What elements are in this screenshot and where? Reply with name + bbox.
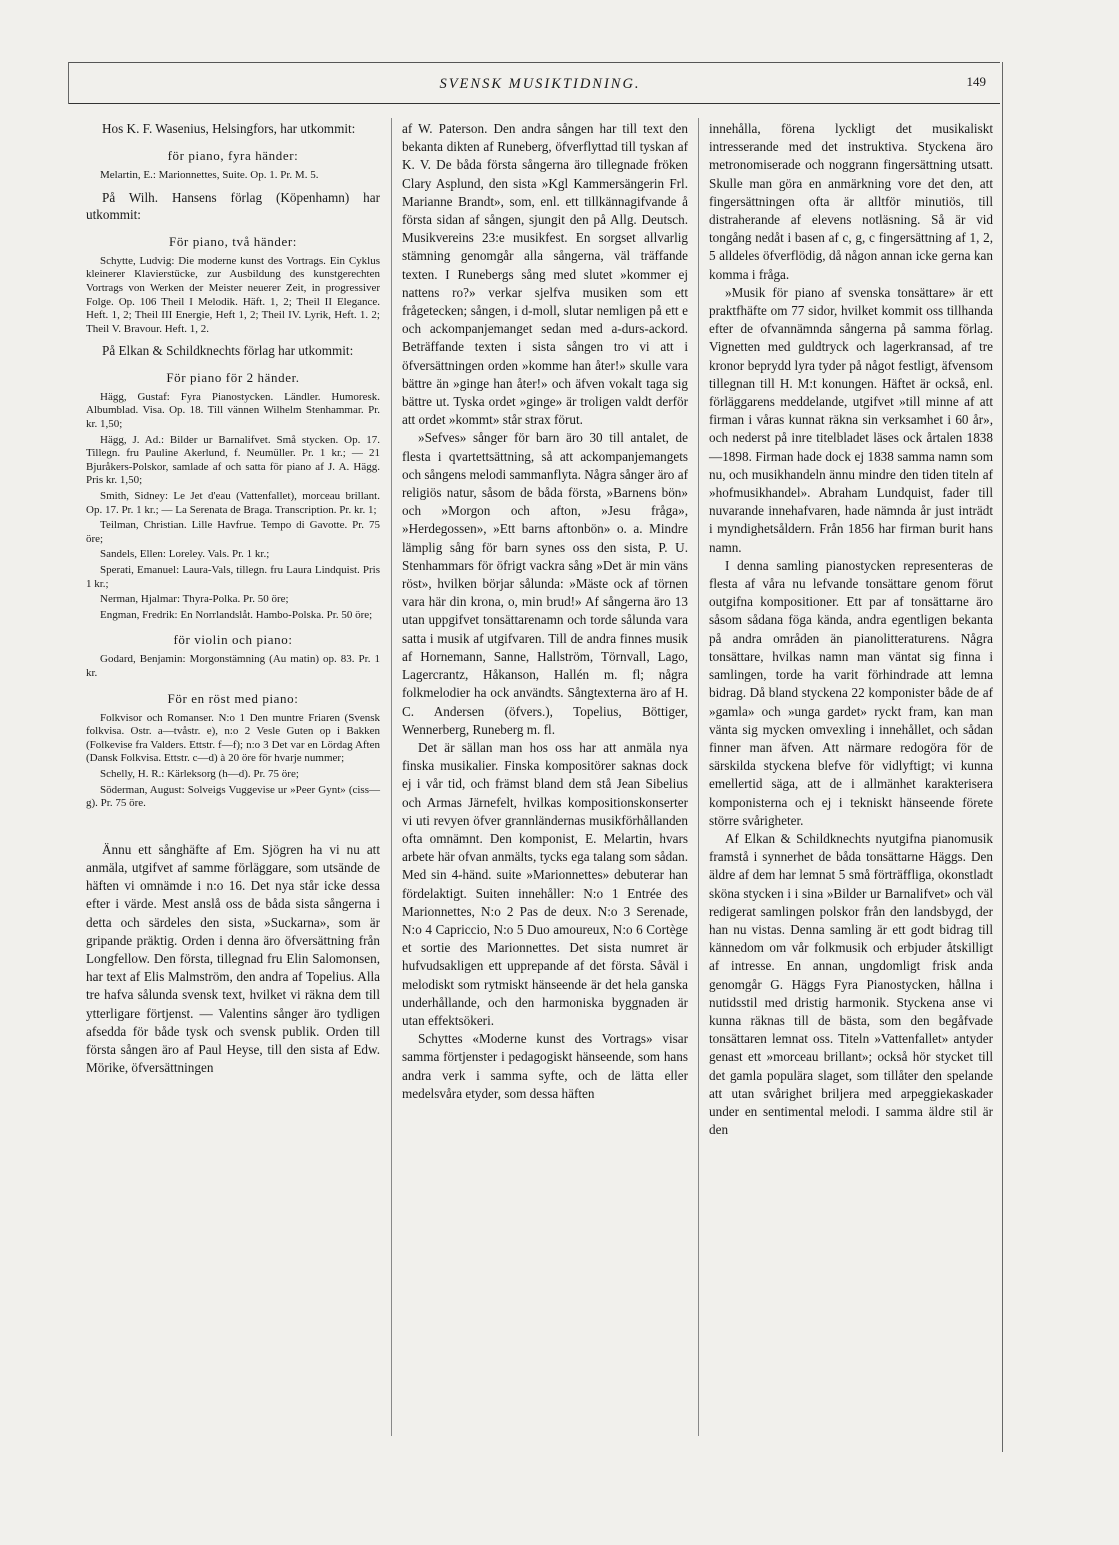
- listing-entry: Smith, Sidney: Le Jet d'eau (Vattenfallet), morceau brillant. Op. 17. Pr. 1 kr.; — La Serenata de Braga. Transcription. Pr. kr. 1;: [86, 490, 380, 516]
- listing-entry: Engman, Fredrik: En Norrlandslåt. Hambo-Polska. Pr. 50 öre;: [100, 608, 373, 621]
- paragraph: På Elkan & Schildknechts förlag har utkommit:: [102, 343, 354, 359]
- listing-entry: Melartin, E.: Marionnettes, Suite. Op. 1. Pr. M. 5.: [100, 169, 319, 182]
- listing-entry: Folkvisor och Romanser. N:o 1 Den muntre Friaren (Svensk folkvisa. Ostr. a—tvåstr. e), n:o 2 Vesle Guten op i Bakken (Folkevise fra Valders. Ettstr. f—f); n:o 3 Det var en Lördag Aften (Dansk Folkvisa. Ettstr. c—d) à 20 öre för hvarje nummer;: [86, 711, 380, 765]
- paragraph: af W. Paterson. Den andra sången har till text den bekanta dikten af Runeberg, öfverflyttad till tyskan af K. V. De båda första sångerna äro tillegnade fröken Clary Asplund, den sista »Kgl Kammersängerin Frl. Marianne Brandt», som, enl. ett tillkännagifvande å första sidan af sången, sjungit den på Allg. Deutsch. Musikvereins 23:e musikfest. En sorgset allvarlig stämning genomgår alla sångerna, väl träffande texten. I Runebergs sång med slutet »kommer ej nattens ro?» verkar sjelfva musiken som ett frågetecken; sången, i d-moll, slutar nemligen på ett e och ackompanjemanget sedan med a-durs-ackord. Beträffande texten i sista sången tro vi att i öfversättningen orden »komme han åter!» skulle vara bättre än »ginge han åter!» och äfven vokalt taga sig bättre ut. Tyska ordet »ginge» är troligen valdt derför att ordet »kommt» står strax förut.: [402, 121, 688, 428]
- paragraph: På Wilh. Hansens förlag (Köpenhamn) har utkommit:: [86, 189, 380, 223]
- running-title: SVENSK MUSIKTIDNING.: [439, 76, 641, 92]
- page-number: 149: [966, 74, 986, 89]
- paragraph: »Musik för piano af svenska tonsättare» är ett praktfhäfte om 77 sidor, hvilket kommit oss tillhanda efter de ofvannämnda sångerna på samma förlag. Vignetten med guldtryck och lagerkransad, af tre kronor beprydd lyra tyder på något festligt, äfvensom tillegnan till H. M:t konungen. Häftet är också, enl. förläggarens meddelande, utgifvet »till minne af att firman i våras kunnat räkna sin verksamhet i 60 år», och nederst på inre titelbladet läses ock årtalen 1838—1898. Firman hade dock ej 1838 samma namn som nu, och musikhandeln ännu mindre den tiden titeln af »hofmusikhandel». Abraham Lundquist, fader till nuvarande innehafvaren, hade nämnda år just inträdt i myndighetsåldern. Från 1856 har firman burit hans namn.: [709, 284, 993, 555]
- column-1: [86, 120, 380, 1077]
- listing-entry: Söderman, August: Solveigs Vuggevise ur »Peer Gynt» (ciss—g). Pr. 75 öre.: [86, 783, 380, 810]
- frame-right: [1002, 62, 1003, 1452]
- listing-entry: Teilman, Christian. Lille Havfrue. Tempo di Gavotte. Pr. 75 öre;: [86, 519, 380, 545]
- column-rule-2: [698, 118, 699, 1436]
- paragraph: Schyttes «Moderne kunst des Vortrags» visar samma förtjenster i pedagogiskt hänseende, som hans andra verk i samma syfte, och de lätta eller medelsvåra etyder, som dessa häften: [402, 1031, 688, 1101]
- column-2: [402, 120, 688, 1103]
- header-rule-bottom: [68, 103, 1000, 104]
- column-rule-1: [391, 118, 392, 1436]
- listing-entry: Godard, Benjamin: Morgonstämning (Au matin) op. 83. Pr. 1 kr.: [86, 653, 380, 679]
- paragraph: I denna samling pianostycken representeras de flesta af våra nu lefvande tonsättare genom förut outgifna kompositioner. Ett par af tonsättarne äro såsom sådana föga kända, andra egentligen bekanta på andra områden än pianolitteraturens. Några tonsättare, hvilkas namn man väntat sig finna i samlingen, torde ha varit förhindrade att lemna bidrag. Då bland styckena 22 komponister både de af »gamla» och »unga gardet» ryckt fram, kan man vänta sig mycken omvexling i innehållet, och sådan finner man äfven. Att närmare redogöra för de särskilda styckena blefve för vidlyftigt; vi kunna emellertid säga, att de i allmänhet karakterisera komponisterna och ej i tekniskt hänseende förete större svårigheter.: [709, 557, 993, 828]
- column-3: [709, 120, 993, 1139]
- spacer: [86, 811, 380, 841]
- section-heading: För piano för 2 händer.: [166, 369, 300, 385]
- section-heading: För en röst med piano:: [167, 690, 299, 706]
- paragraph: Ännu ett sånghäfte af Em. Sjögren ha vi nu att anmäla, utgifvet af samme förläggare, som utsände de häften vi omnämde i n:o 16. Det nya står icke dessa efter i värde. Mest anslå oss de båda sista sångerna i detta och särdeles den sista, »Suckarna», som är gripande präktig. Orden i denna äro öfversättning från Longfellow. Den första, tillegnad fru Elin Salomonsen, har text af Elis Malmström, den andra af Topelius. Alla tre hafva sålunda svensk text, hvilket vi räkna dem till ytterligare förtjenst. — Valentins sånger äro tydligen afsedda för både tysk och svensk publik. Orden till första sången äro af Paul Heyse, till den sista af Edw. Mörike, öfversättningen: [86, 841, 380, 1076]
- listing-entry: Sandels, Ellen: Loreley. Vals. Pr. 1 kr.;: [100, 548, 270, 561]
- paragraph: Af Elkan & Schildknechts nyutgifna pianomusik framstå i synnerhet de båda tonsättarne Häggs. Den äldre af dem har lemnat 5 små förträffliga, okonstladt sköna stycken i i sina »Bilder ur Barnalifvet» och väl redigerat samlingen polskor från den landsbygd, der han nu vistas. Denna samling är ett godt bidrag till kännedom om vår folkmusik och erbjuder åtskilligt af intresse. En annan, ungdomligt frisk anda genomgår G. Häggs Fyra Pianostycken, hållna i nutidsstil med dristig harmonik. Styckena anse vi kunna räknas till de bästa, som den begåfvade tonsättaren lemnat oss. Titeln »Vattenfallet» antyder genast ett »morceau brillant»; också hör stycket till det gamla populära slaget, som tillåter den spelande att utan svårighet briljera med arpeggiekaskader under en sentimental melodi. I samma äldre stil är den: [709, 830, 993, 1138]
- listing-entry: Schytte, Ludvig: Die moderne kunst des Vortrags. Ein Cyklus kleinerer Klavierstücke, zur Ausbildung des kunstgerechten Vortrags von Werken der Meister neuerer Zeit, in progressiver Folge. Op. 106 Theil I Melodik. Häft. 1, 2; Theil II Elegance. Heft. 1, 2; Theil III Energie, Heft 1, 2; Theil IV. Lyrik, Heft. 1. 2; Theil V. Bravour. Heft. 1, 2.: [86, 254, 380, 335]
- listing-entry: Hägg, Gustaf: Fyra Pianostycken. Ländler. Humoresk. Albumblad. Visa. Op. 18. Till vännen Wilhelm Stenhammar. Pr. kr. 1,50;: [86, 390, 380, 431]
- listing-entry: Schelly, H. R.: Kärleksorg (h—d). Pr. 75 öre;: [100, 767, 299, 780]
- listing-entry: Sperati, Emanuel: Laura-Vals, tillegn. fru Laura Lindquist. Pris 1 kr.;: [86, 563, 380, 590]
- paragraph: »Sefves» sånger för barn äro 30 till antalet, de flesta i qvartettsättning, så att ackompanjemangets och sångens melodi sammanflyta. Några sånger äro af religiös natur, såsom de båda första, »Barnens bön» och »Morgon och afton, »Jesu fråga», »Herdegossen», »Ett barns aftonbön» o. a. Mindre lämplig sång för barn synes oss den sista, P. U. Stenhammars för öfrigt vackra sång »Det är min väns röst», hvilken börjar sålunda: »Mäste ock af törnen vara här din krona, o, min brud!» Af sångerna äro 13 utan uppgifvet tonsättarenamn och torde sålunda vara satta i musik af utgifvaren. Till de andra finnes musik af Hornemann, Sanne, Hallström, Törnvall, Lago, Lagercrantz, Håkanson, Hallén m. fl; några folkmelodier ha ock användts. Sångtexterna äro af H. C. Andersen (öfvers.), Topelius, Böttiger, Wennerberg, Runeberg m. fl.: [402, 430, 688, 737]
- paragraph: innehålla, förena lyckligt det musikaliskt intresserande med det instruktiva. Styckena äro metronomiserade och noggrann fingersättning utsatt. Skulle man göra en anmärkning vore det den, att fingersättningen ofta är alltför minutiös, till distraherande af elevens notläsning. Så är vid tongång nedåt i basen af c, g, c fingersättning af 1, 2, 5 alldeles öfverflödig, då någon annan icke gerna kan komma i fråga.: [709, 121, 993, 282]
- section-heading: för violin och piano:: [173, 632, 293, 648]
- section-heading: För piano, två händer:: [168, 233, 297, 249]
- section-heading: för piano, fyra händer:: [167, 148, 299, 164]
- paragraph: Det är sällan man hos oss har att anmäla nya finska musikalier. Finska kompositörer saknas dock ej i vår tid, och främst bland dem stå Jean Sibelius och Armas Järnefelt, hvilkas kompositionskonserter vi uti revyen öfver grannländernas musikförhållanden ofta omnämnt. Den komponist, E. Melartin, hvars arbete här ofvan anmälts, tycks ega talang som sådan. Med sin 4-händ. suite »Marionnettes» debuterar han fördelaktigt. Suiten innehåller: N:o 1 Entrée des Marionnettes, N:o 2 Pas de deux. N:o 3 Serenade, N:o 4 Capriccio, N:o 5 Duo amoureux, N:o 6 Cortège et sortie des Marionnettes. Det sista numret är hufvudsakligen ett upprepande af det första. Såväl i melodiskt som rytmiskt hänseende är det hela ganska underhållande, och den harmoniska byggnaden är utan effektsökeri.: [402, 739, 688, 1028]
- listing-entry: Hägg, J. Ad.: Bilder ur Barnalifvet. Små stycken. Op. 17. Tillegn. fru Pauline Akerlund, f. Neumüller. Pr. 1 kr.; — 21 Bjuråkers-Polskor, samlade af och satta för piano af J. A. Hägg. Pris kr. 1,50;: [86, 433, 380, 487]
- frame-left: [68, 62, 69, 104]
- header-rule-top: [68, 62, 1000, 63]
- listing-entry: Nerman, Hjalmar: Thyra-Polka. Pr. 50 öre;: [100, 593, 289, 606]
- paragraph: Hos K. F. Wasenius, Helsingfors, har utkommit:: [102, 121, 356, 136]
